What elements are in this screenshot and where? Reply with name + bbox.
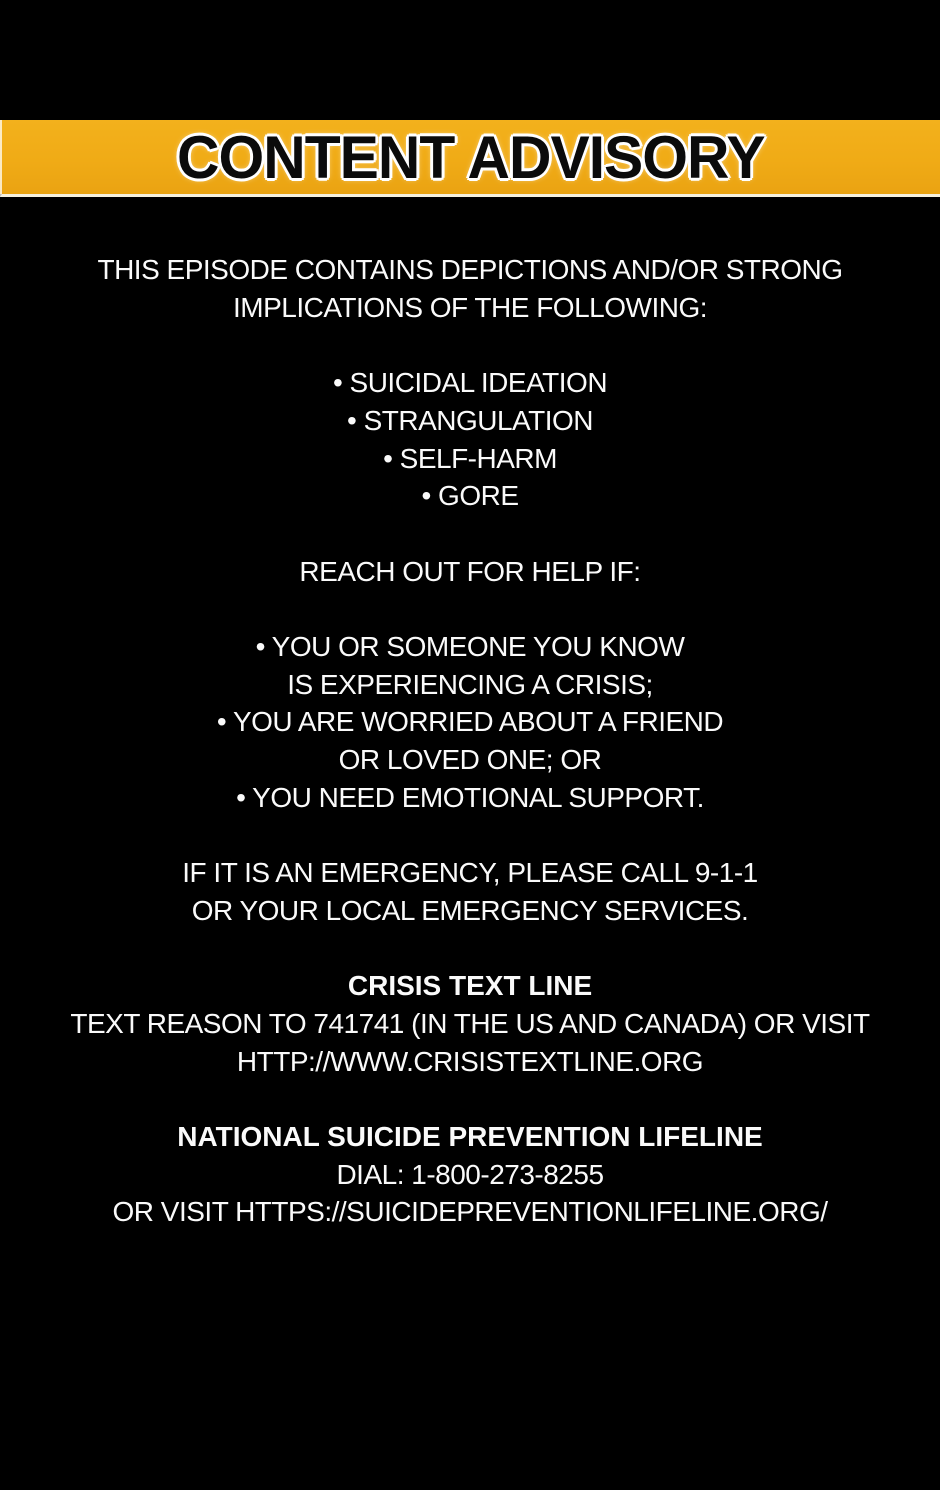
reach-out-conditions-list (0, 628, 940, 817)
condition-list-item: • YOU ARE WORRIED ABOUT A FRIEND (216, 706, 724, 738)
intro-section (0, 251, 940, 326)
reach-out-heading: REACH OUT FOR HELP IF: (299, 555, 641, 587)
advisory-body (0, 251, 940, 1231)
warning-list-item: • GORE (421, 480, 519, 512)
crisis-text-line-info: TEXT REASON TO 741741 (IN THE US AND CANADA) OR VISIT (70, 1007, 870, 1039)
condition-list-item: OR LOVED ONE; OR (338, 744, 602, 776)
content-warnings-list (0, 364, 940, 515)
reach-out-heading-section (0, 553, 940, 591)
emergency-section (0, 854, 940, 929)
condition-list-item: • YOU NEED EMOTIONAL SUPPORT. (236, 781, 704, 813)
condition-list-item: IS EXPERIENCING A CRISIS; (287, 668, 653, 700)
lifeline-heading: NATIONAL SUICIDE PREVENTION LIFELINE (177, 1121, 763, 1153)
emergency-line: OR YOUR LOCAL EMERGENCY SERVICES. (191, 894, 749, 926)
warning-list-item: • SUICIDAL IDEATION (332, 367, 608, 399)
crisis-text-line-heading: CRISIS TEXT LINE (347, 970, 593, 1002)
lifeline-url: OR VISIT HTTPS://SUICIDEPREVENTIONLIFELINE.ORG/ (112, 1196, 828, 1228)
lifeline-section (0, 1118, 940, 1231)
condition-list-item: • YOU OR SOMEONE YOU KNOW (255, 630, 685, 662)
crisis-text-line-url: HTTP://WWW.CRISISTEXTLINE.ORG (236, 1045, 704, 1077)
warning-list-item: • SELF-HARM (383, 442, 557, 474)
crisis-text-line-section (0, 967, 940, 1080)
intro-line: THIS EPISODE CONTAINS DEPICTIONS AND/OR STRONG (97, 254, 843, 285)
warning-list-item: • STRANGULATION (346, 404, 594, 436)
lifeline-phone: DIAL: 1-800-273-8255 (336, 1158, 604, 1190)
banner-title: CONTENT ADVISORY (177, 123, 765, 191)
emergency-line: IF IT IS AN EMERGENCY, PLEASE CALL 9-1-1 (182, 857, 758, 889)
content-advisory-banner (0, 120, 940, 197)
intro-line: IMPLICATIONS OF THE FOLLOWING: (232, 291, 707, 323)
